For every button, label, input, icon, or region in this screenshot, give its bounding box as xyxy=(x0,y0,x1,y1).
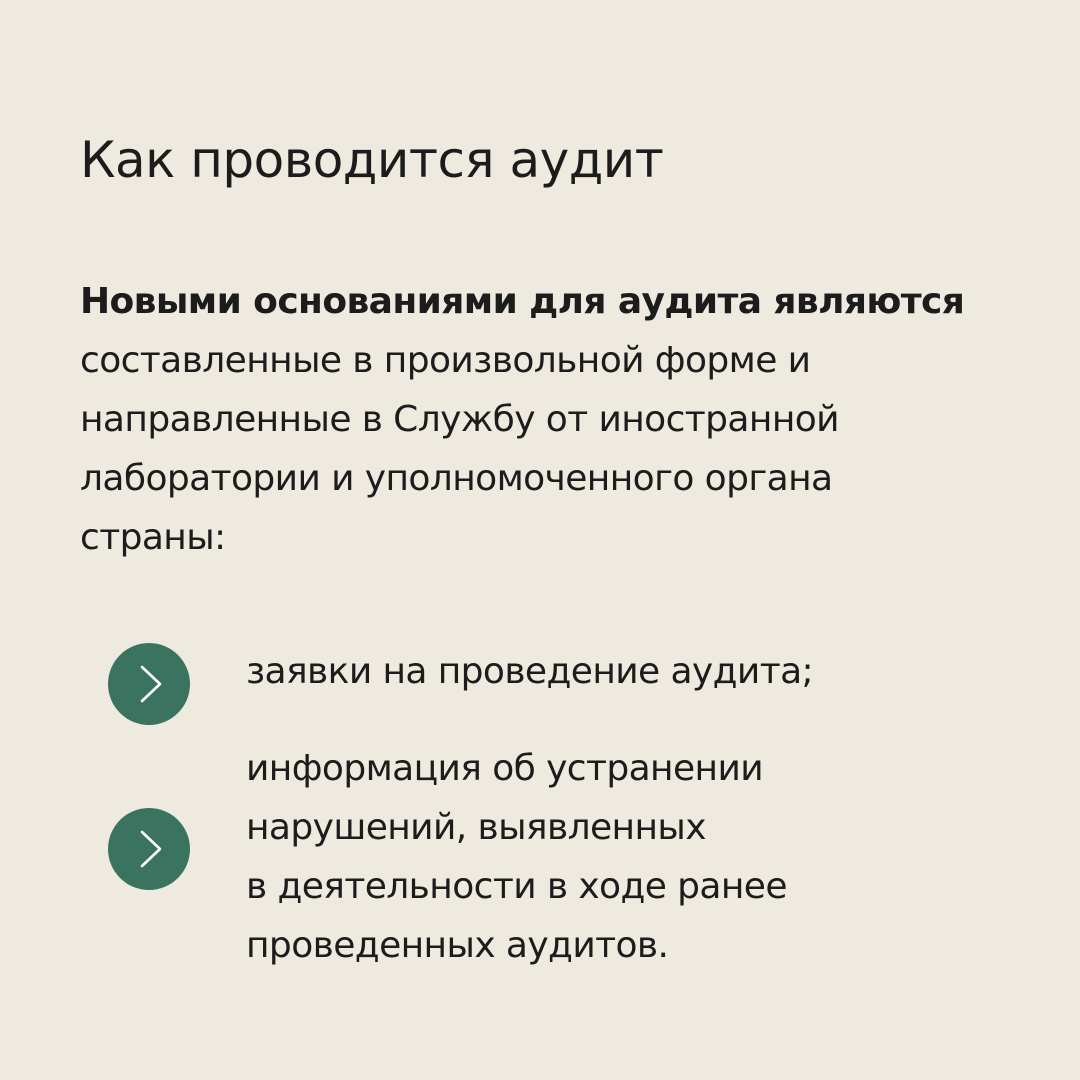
list-item-line: в деятельности в ходе ранее xyxy=(246,866,787,907)
list-item-line: заявки на проведение аудита; xyxy=(246,651,814,692)
intro-lead-text: Новыми основаниями для аудита являются xyxy=(80,281,965,322)
list-item-text xyxy=(246,739,1026,975)
intro-text-line: страны: xyxy=(80,517,226,558)
intro-text-line: направленные в Службу от иностранной xyxy=(80,399,839,440)
list-item-line: нарушений, выявленных xyxy=(246,807,706,848)
chevron-right-icon xyxy=(108,643,190,725)
intro-text-line: лаборатории и уполномоченного органа xyxy=(80,458,833,499)
page-title: Как проводится аудит xyxy=(80,131,664,189)
intro-text-line: составленные в произвольной форме и xyxy=(80,340,811,381)
intro-paragraph xyxy=(80,272,1020,567)
list-item-text xyxy=(246,642,1026,701)
chevron-right-icon xyxy=(108,808,190,890)
list-item-line: проведенных аудитов. xyxy=(246,925,669,966)
list-item-line: информация об устранении xyxy=(246,748,764,789)
